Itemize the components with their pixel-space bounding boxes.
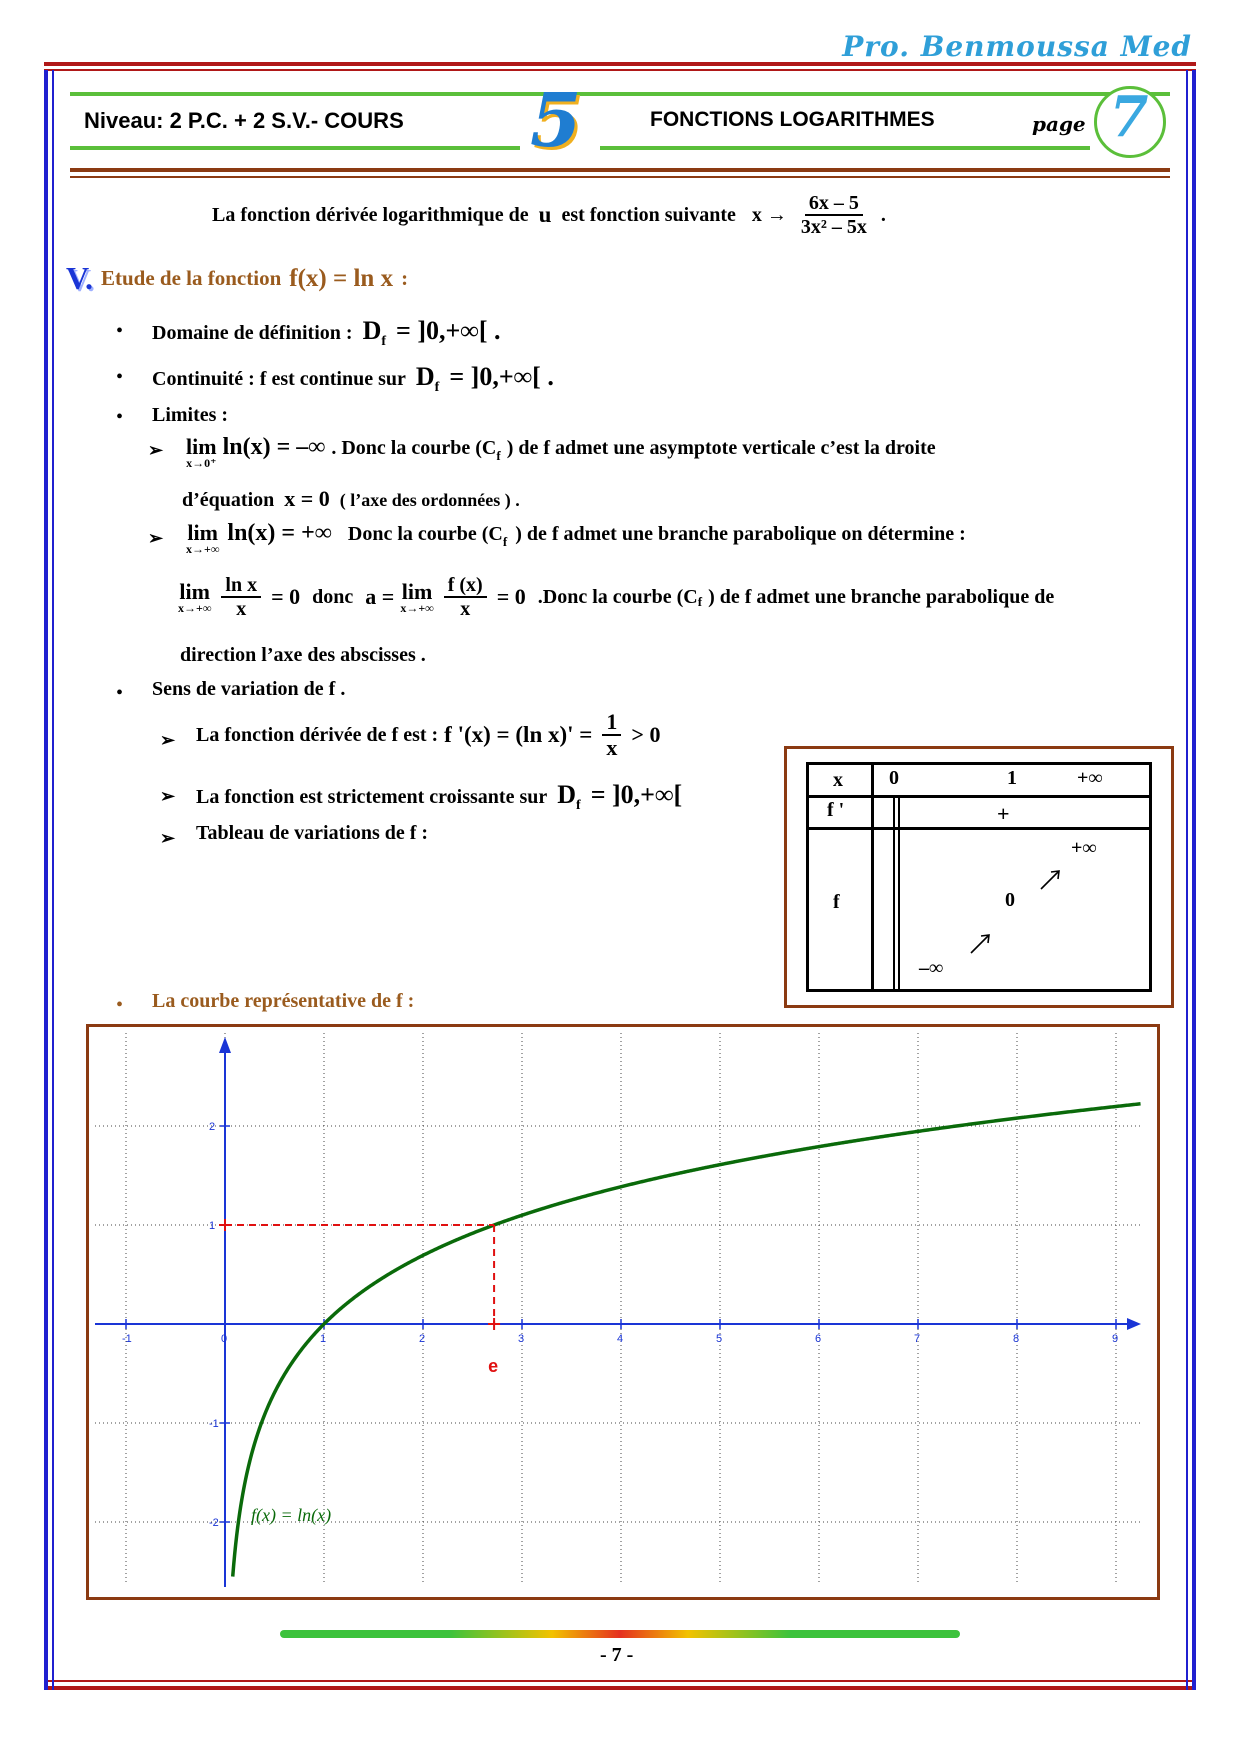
vt-f-value: 0 — [1005, 889, 1015, 911]
x-tick-label: 1 — [320, 1333, 327, 1345]
intro-sentence — [212, 192, 886, 238]
vt-arrow-up-icon — [1041, 871, 1059, 889]
bullet-dot: • — [116, 994, 124, 1016]
right-blue-border — [1192, 70, 1196, 1690]
limit-3-frac-1-num: ln x — [221, 574, 261, 598]
limit-3-lim-word: lim — [179, 578, 210, 604]
increasing-value: = ]0,+∞[ — [590, 780, 683, 809]
derivative-frac — [602, 710, 621, 760]
x-tick-label: 8 — [1013, 1333, 1020, 1345]
variation-table — [806, 762, 1152, 992]
limit-1-line — [186, 434, 936, 471]
continuity-sub: f — [434, 380, 440, 396]
vt-x-value: +∞ — [1077, 767, 1103, 789]
limit-1-line2-text: d’équation — [182, 489, 275, 511]
limit-2-line — [186, 520, 966, 557]
vt-f-value: –∞ — [919, 957, 944, 979]
table-text: Tableau de variations de f : — [196, 822, 429, 844]
limit-3-eq1: = 0 — [271, 584, 301, 609]
ln-graph — [89, 1027, 1157, 1597]
marker-label-e: e — [488, 1356, 499, 1376]
limits-label: Limites : — [152, 404, 229, 426]
limit-2-text: Donc la courbe (C — [347, 523, 503, 545]
derivative-expr: f '(x) = (ln x)' = — [444, 722, 593, 748]
limit-3-frac-2-den: x — [460, 598, 471, 620]
limit-2-text2: ) de f admet une branche parabolique on détermine : — [515, 523, 966, 545]
limit-1-lim-word: lim — [186, 434, 217, 459]
limit-2-expr: ln(x) = +∞ — [227, 520, 332, 546]
limit-3-lim-b-under: x→+∞ — [400, 600, 434, 615]
intro-dot: . — [880, 203, 886, 226]
ln-curve — [233, 1104, 1141, 1577]
vt-x-value: 1 — [1007, 767, 1017, 789]
domain-d: D — [362, 316, 382, 345]
y-axis-arrow-icon — [219, 1037, 231, 1053]
arrow-bullet: ➢ — [148, 528, 164, 548]
header-brown-rule — [70, 168, 1170, 172]
level-label: Niveau: 2 P.C. + 2 S.V.- COURS — [84, 108, 404, 133]
section-colon: : — [401, 266, 409, 290]
header-green-rule-bottom — [70, 146, 520, 150]
intro-fraction — [797, 192, 871, 238]
limit-3-lim-b — [400, 579, 433, 616]
vt-f-label: f — [833, 891, 840, 913]
vt-x-label: x — [833, 769, 843, 791]
limit-3-donc: donc — [312, 585, 354, 608]
limit-1-lim — [186, 434, 217, 471]
increasing-line — [196, 780, 682, 814]
limit-3-text: .Donc la courbe (C — [537, 585, 698, 608]
increasing-text: La fonction est strictement croissante sur — [196, 786, 548, 808]
vt-f-value: +∞ — [1071, 837, 1097, 859]
lesson-title: FONCTIONS LOGARITHMES — [650, 108, 935, 131]
limit-1-line2 — [182, 486, 520, 512]
continuity-d: D — [415, 362, 435, 391]
limit-3-frac-2 — [444, 574, 487, 620]
footer-page-number: - 7 - — [600, 1644, 634, 1666]
limit-3-lim-b-word: lim — [401, 578, 433, 604]
section-title: Etude de la fonction — [100, 266, 282, 290]
vt-x-value: 0 — [889, 767, 899, 789]
right-blue-border-thin — [1186, 70, 1188, 1690]
limit-3-a: a = — [365, 584, 395, 609]
vt-fprime-label: f ' — [827, 799, 845, 821]
bottom-red-rule — [44, 1686, 1196, 1690]
page-number-badge-text: 7 — [1109, 84, 1149, 150]
x-tick-label: 4 — [617, 1333, 624, 1345]
x-tick-label: 0 — [221, 1333, 228, 1345]
continuity-value: = ]0,+∞[ . — [449, 362, 554, 391]
domain-sub: f — [381, 334, 387, 350]
derivative-frac-den: x — [606, 735, 618, 761]
y-tick-label: 2 — [209, 1121, 216, 1133]
continuity-line — [152, 362, 554, 396]
limit-3-line — [178, 574, 1054, 620]
limit-3-frac-2-num: f (x) — [444, 574, 487, 598]
limit-3-eq2: = 0 — [496, 584, 526, 609]
x-tick-label: 9 — [1112, 1333, 1119, 1345]
limit-1-sub: f — [496, 448, 501, 463]
derivative-end: > 0 — [631, 722, 661, 748]
x-axis-arrow-icon — [1127, 1318, 1141, 1330]
derivative-text: La fonction dérivée de f est : — [196, 723, 439, 746]
bullet-dot: • — [116, 406, 124, 428]
x-tick-label: 6 — [815, 1333, 822, 1345]
limit-1-eq: x = 0 — [284, 486, 330, 511]
section-func: f(x) = ln x — [289, 264, 394, 292]
limit-2-lim-under: x→+∞ — [186, 542, 220, 556]
author-signature: Pro. Benmoussa Med — [842, 30, 1192, 63]
left-blue-border-thin — [52, 70, 54, 1690]
limit-2-sub: f — [502, 534, 508, 549]
footer-decoration — [280, 1630, 960, 1638]
limit-3-lim — [178, 579, 211, 616]
increasing-sub: f — [576, 798, 581, 814]
domain-expr — [363, 316, 386, 350]
x-tick-label: 2 — [419, 1333, 426, 1345]
increasing-expr — [557, 780, 580, 814]
limit-2-lim-word: lim — [187, 520, 218, 545]
intro-text-start: La fonction dérivée logarithmique de — [212, 203, 529, 226]
intro-fraction-den: 3x² – 5x — [800, 216, 867, 238]
limit-3-lim-under: x→+∞ — [178, 600, 212, 615]
curve-legend: f(x) = ln(x) — [251, 1505, 332, 1525]
limit-1-line2-end: ( l’axe des ordonnées ) . — [339, 490, 520, 510]
header-green-rule-bottom-right — [600, 146, 1090, 150]
page-word: page — [1032, 112, 1086, 136]
continuity-expr — [416, 362, 439, 396]
x-tick-label: 7 — [914, 1333, 921, 1345]
bottom-red-rule-thin — [44, 1680, 1196, 1682]
limit-3-frac-1 — [221, 574, 261, 620]
intro-fraction-num: 6x – 5 — [805, 192, 863, 216]
bullet-dot: • — [116, 366, 124, 388]
vt-fprime-sign: + — [997, 801, 1010, 826]
bullet-dot: • — [116, 320, 124, 342]
x-tick-label: 3 — [518, 1333, 525, 1345]
vt-arrow-up-icon — [971, 935, 989, 953]
header-brown-rule-thin — [70, 176, 1170, 178]
header-green-rule-top — [70, 92, 1170, 96]
arrow-bullet: ➢ — [160, 786, 176, 806]
bullet-dot: • — [116, 682, 124, 704]
arrow-bullet: ➢ — [160, 828, 176, 848]
derivative-line — [196, 710, 660, 760]
arrow-bullet: ➢ — [148, 440, 164, 460]
limit-3-text2: ) de f admet une branche parabolique de — [708, 585, 1055, 608]
increasing-d: D — [557, 780, 577, 809]
x-tick-label: 5 — [716, 1333, 723, 1345]
section-heading — [66, 260, 408, 297]
x-tick-label: -1 — [122, 1333, 132, 1345]
arrow-bullet: ➢ — [160, 730, 176, 750]
curve-heading: La courbe représentative de f : — [152, 990, 415, 1012]
domain-line — [152, 316, 501, 350]
vt-arrows — [809, 765, 1149, 989]
limit-1-text: . Donc la courbe (C — [331, 437, 497, 459]
section-numeral: V. — [66, 260, 93, 296]
intro-x-arrow: x → — [751, 203, 787, 226]
y-tick-label: 1 — [209, 1220, 216, 1232]
domain-value: = ]0,+∞[ . — [396, 316, 501, 345]
left-blue-border — [44, 70, 48, 1690]
intro-u: u — [538, 202, 552, 227]
intro-text-end: est fonction suivante — [561, 203, 736, 226]
derivative-frac-num: 1 — [602, 710, 621, 736]
continuity-label: Continuité : f est continue sur — [152, 368, 406, 390]
limit-1-lim-under: x→0⁺ — [186, 456, 217, 470]
limit-1-expr: ln(x) = –∞ — [222, 434, 326, 460]
limit-2-lim — [186, 520, 219, 557]
y-tick-label: -2 — [209, 1517, 219, 1529]
limit-3-sub: f — [697, 594, 703, 609]
domain-label: Domaine de définition : — [152, 322, 353, 344]
variation-label: Sens de variation de f . — [152, 678, 346, 700]
top-red-rule-thin — [44, 69, 1196, 71]
lesson-number-five: 5 — [530, 78, 582, 164]
y-tick-label: -1 — [209, 1418, 219, 1430]
limit-3-frac-1-den: x — [236, 598, 247, 620]
limit-3-line2: direction l’axe des abscisses . — [180, 644, 426, 666]
limit-1-text2: ) de f admet une asymptote verticale c’est la droite — [506, 437, 936, 459]
